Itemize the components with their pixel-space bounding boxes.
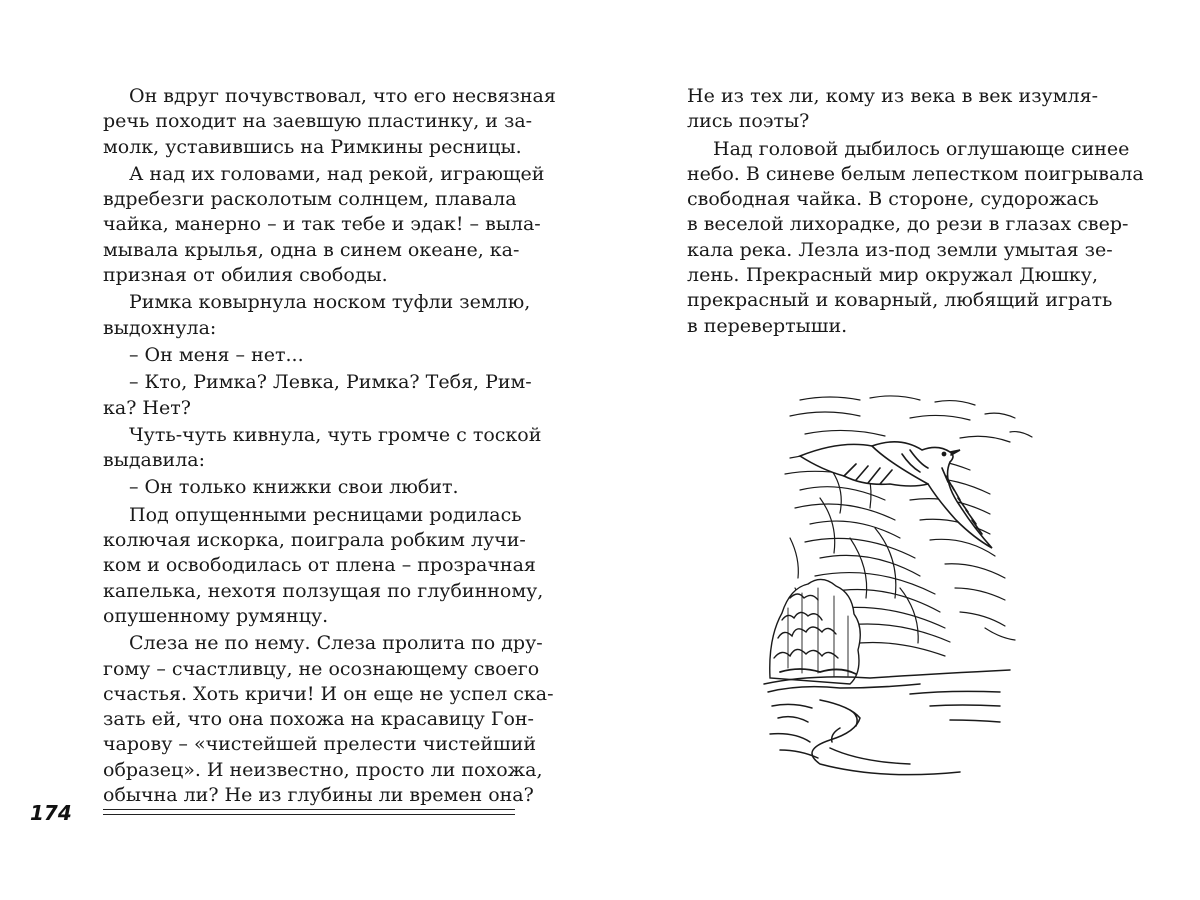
text-line: молк, уставившись на Римкины ресницы. xyxy=(103,135,522,158)
seagull-shape xyxy=(800,442,992,548)
paragraph xyxy=(103,631,554,808)
text-line: в веселой лихорадке, до рези в глазах свер- xyxy=(687,213,1129,236)
paragraph xyxy=(687,84,1098,135)
page-number: 174 xyxy=(30,801,72,825)
text-line: колючая искорка, поиграла робким лучи- xyxy=(103,529,526,552)
text-line: образец». И неизвестно, просто ли похожа, xyxy=(103,758,543,781)
text-line: – Он меня – нет... xyxy=(129,343,304,366)
text-line: Над головой дыбилось оглушающе синее xyxy=(713,137,1130,160)
text-line: чарову – «чистейшей прелести чистейший xyxy=(103,733,536,756)
text-line: Не из тех ли, кому из века в век изумля- xyxy=(687,85,1098,107)
paragraph xyxy=(687,137,1144,339)
paragraph xyxy=(103,370,532,421)
text-line: в перевертыши. xyxy=(687,314,848,337)
text-line: Римка ковырнула носком туфли землю, xyxy=(129,291,531,314)
text-line: Под опущенными ресницами родилась xyxy=(129,503,522,526)
paragraph xyxy=(103,84,556,160)
text-line: зать ей, что она похожа на красавицу Гон- xyxy=(103,708,534,731)
text-line: чайка, манерно – и так тебе и эдак! – выла- xyxy=(103,213,541,236)
text-line: Слеза не по нему. Слеза пролита по дру- xyxy=(129,632,543,655)
tree-cluster xyxy=(770,579,861,684)
text-line: ком и освободилась от плена – прозрачная xyxy=(103,554,536,577)
text-line: – Кто, Римка? Левка, Римка? Тебя, Рим- xyxy=(129,371,532,394)
text-line: призная от обилия свободы. xyxy=(103,264,388,287)
text-line: Он вдруг почувствовал, что его несвязная xyxy=(129,85,556,107)
paragraph xyxy=(103,475,515,500)
text-line: А над их головами, над рекой, играющей xyxy=(129,162,545,185)
text-line: кала река. Лезла из-под земли умытая зе- xyxy=(687,238,1113,261)
footer-rule-bottom xyxy=(103,814,515,815)
river-bank xyxy=(764,670,1010,775)
text-line: ка? Нет? xyxy=(103,396,191,419)
right-page xyxy=(600,0,1200,900)
paragraph xyxy=(103,290,531,341)
text-line: свободная чайка. В стороне, судорожась xyxy=(687,188,1099,211)
seagull-river-illustration xyxy=(760,388,1050,780)
text-line: лень. Прекрасный мир окружал Дюшку, xyxy=(687,264,1098,287)
text-line: прекрасный и коварный, любящий играть xyxy=(687,289,1113,312)
text-line: капелька, нехотя ползущая по глубинному, xyxy=(103,579,544,602)
right-text-column xyxy=(687,84,1144,339)
paragraph xyxy=(103,162,545,288)
text-line: небо. В синеве белым лепестком поигрывала xyxy=(687,162,1144,185)
text-line: лись поэты? xyxy=(687,110,810,133)
text-line: мывала крылья, одна в синем океане, ка- xyxy=(103,238,520,261)
text-line: Чуть-чуть кивнула, чуть громче с тоской xyxy=(129,423,542,446)
text-line: обычна ли? Не из глубины ли времен она? xyxy=(103,784,534,807)
paragraph xyxy=(103,503,544,629)
left-text-column xyxy=(103,84,556,808)
text-line: гому – счастливцу, не осознающему своего xyxy=(103,657,540,680)
text-line: опушенному румянцу. xyxy=(103,604,329,627)
paragraph xyxy=(103,423,542,474)
footer-rule-top xyxy=(103,809,515,810)
paragraph xyxy=(103,343,515,368)
text-line: счастья. Хоть кричи! И он еще не успел ска- xyxy=(103,682,554,705)
text-line: выдохнула: xyxy=(103,316,217,339)
text-line: выдавила: xyxy=(103,449,206,472)
text-line: вдребезги расколотым солнцем, плавала xyxy=(103,188,517,211)
text-line: – Он только книжки свои любит. xyxy=(129,476,459,499)
text-line: речь походит на заевшую пластинку, и за- xyxy=(103,110,533,133)
